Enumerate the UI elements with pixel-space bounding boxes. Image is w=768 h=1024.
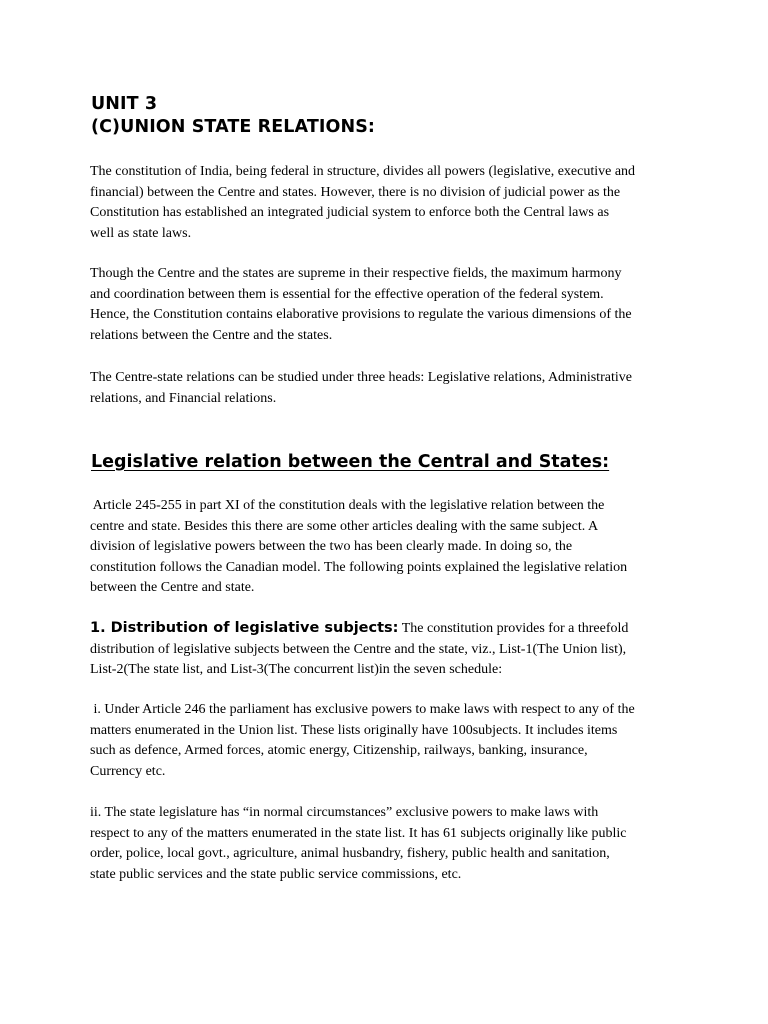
text-line: Currency etc. (90, 763, 166, 779)
text-line: order, police, local govt., agriculture, animal husbandry, fishery, public health and sanitation, (90, 846, 610, 862)
distribution-intro-text: The constitution provides for a threefold (398, 621, 629, 636)
distribution-paragraph (90, 618, 690, 681)
text-line: List-2(The state list, and List-3(The concurrent list)in the seven schedule: (90, 662, 503, 678)
text-line: between the Centre and state. (90, 580, 255, 596)
text-line: centre and state. Besides this there are some other articles dealing with the same subject. A (90, 518, 599, 534)
legislative-paragraph (90, 496, 690, 599)
intro-paragraph-1 (90, 162, 690, 244)
intro-paragraph-2 (90, 264, 690, 346)
text-line: division of legislative powers between the two has been clearly made. In doing so, the (90, 539, 573, 555)
text-line: Article 245-255 in part XI of the constitution deals with the legislative relation between the (90, 498, 605, 513)
text-line: and coordination between them is essential for the effective operation of the federal system. (90, 286, 604, 302)
text-line: Hence, the Constitution contains elaborative provisions to regulate the various dimensions of the (90, 307, 632, 323)
text-line: The constitution of India, being federal in structure, divides all powers (legislative, executive and (90, 164, 636, 179)
text-line: financial) between the Centre and states. However, there is no division of judicial power as the (90, 184, 621, 200)
text-line: such as defence, Armed forces, atomic energy, Citizenship, railways, banking, insurance, (90, 743, 588, 759)
unit-number: UNIT 3 (91, 94, 158, 114)
text-line: respect to any of the matters enumerated in the state list. It has 61 subjects originally like public (90, 825, 627, 841)
text-line: ii. The state legislature has “in normal circumstances” exclusive powers to make laws with (90, 805, 599, 820)
text-line: i. Under Article 246 the parliament has exclusive powers to make laws with respect to any of the (90, 702, 635, 717)
text-line: distribution of legislative subjects between the Centre and the state, viz., List-1(The Union list), (90, 641, 627, 657)
text-line: constitution follows the Canadian model. The following points explained the legislative relation (90, 559, 628, 575)
distribution-heading: 1. Distribution of legislative subjects: (90, 620, 399, 636)
text-line: Though the Centre and the states are supreme in their respective fields, the maximum harmony (90, 266, 622, 281)
intro-paragraph-3 (90, 368, 690, 409)
text-line: Constitution has established an integrated judicial system to enforce both the Central laws as (90, 205, 610, 221)
list-item-i (90, 700, 690, 782)
text-line: relations, and Financial relations. (90, 390, 277, 406)
text-line: state public services and the state public service commissions, etc. (90, 866, 462, 882)
list-item-ii (90, 803, 690, 885)
text-line: well as state laws. (90, 225, 192, 241)
text-line (90, 618, 690, 640)
text-line: matters enumerated in the Union list. These lists originally have 100subjects. It includes items (90, 722, 618, 738)
text-line: relations between the Centre and the states. (90, 327, 333, 343)
unit-subtitle: (C)UNION STATE RELATIONS: (91, 117, 376, 137)
section-heading: Legislative relation between the Central and States: (91, 452, 610, 472)
text-line: The Centre-state relations can be studied under three heads: Legislative relations, Administrative (90, 370, 632, 385)
unit-title (91, 93, 375, 139)
